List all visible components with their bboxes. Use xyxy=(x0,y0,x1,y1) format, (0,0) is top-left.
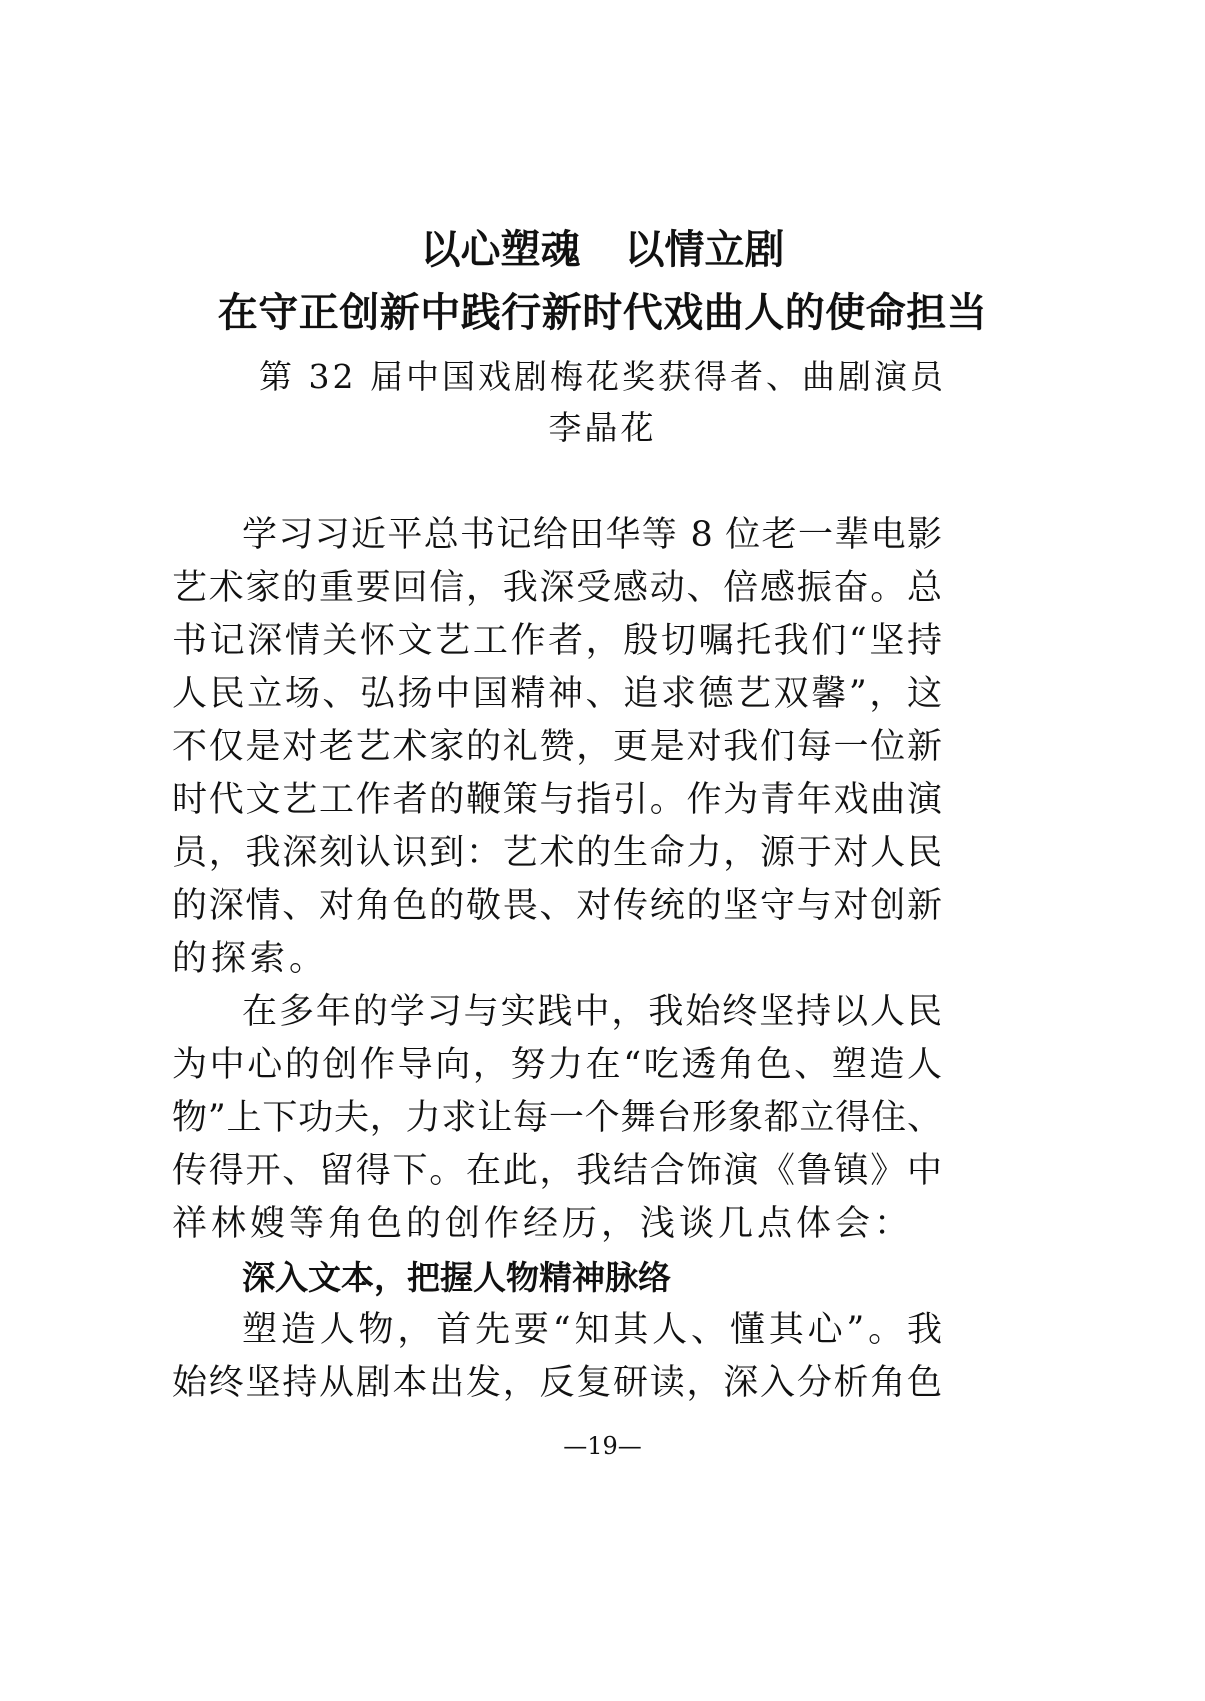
body-line: 员，我深刻认识到：艺术的生命力，源于对人民 xyxy=(172,833,942,873)
body-line: 不仅是对老艺术家的礼赞，更是对我们每一位新 xyxy=(172,727,942,767)
page-number: —19— xyxy=(563,1432,642,1460)
body-line: 人民立场、弘扬中国精神、追求德艺双馨”，这 xyxy=(172,674,942,714)
article-body xyxy=(172,509,942,1410)
author-name: 李晶花 xyxy=(548,408,657,447)
body-line: 的深情、对角色的敬畏、对传统的坚守与对创新 xyxy=(172,886,942,926)
body-line: 时代文艺工作者的鞭策与指引。作为青年戏曲演 xyxy=(172,780,942,820)
body-line: 传得开、留得下。在此，我结合饰演《鲁镇》中 xyxy=(172,1151,942,1191)
body-line: 在多年的学习与实践中，我始终坚持以人民 xyxy=(242,992,942,1032)
body-line: 始终坚持从剧本出发，反复研读，深入分析角色 xyxy=(172,1363,942,1403)
section-heading: 深入文本，把握人物精神脉络 xyxy=(242,1258,671,1297)
title-part-1: 以心塑魂 xyxy=(420,227,581,273)
title-part-2: 以情立剧 xyxy=(624,227,785,273)
body-line: 的探索。 xyxy=(172,939,329,979)
body-line: 为中心的创作导向，努力在“吃透角色、塑造人 xyxy=(172,1045,942,1085)
body-line: 学习习近平总书记给田华等 8 位老一辈电影 xyxy=(242,515,942,555)
body-line: 物”上下功夫，力求让每一个舞台形象都立得住、 xyxy=(172,1098,942,1138)
body-line: 塑造人物，首先要“知其人、懂其心”。我 xyxy=(242,1310,942,1350)
body-line: 祥林嫂等角色的创作经历，浅谈几点体会： xyxy=(172,1204,914,1244)
author-role: 第 32 届中国戏剧梅花奖获得者、曲剧演员 xyxy=(259,357,946,396)
title-line-2: 在守正创新中践行新时代戏曲人的使命担当 xyxy=(217,290,988,336)
body-line: 书记深情关怀文艺工作者，殷切嘱托我们“坚持 xyxy=(172,621,942,661)
title-line-1 xyxy=(0,225,1205,275)
body-line: 艺术家的重要回信，我深受感动、倍感振奋。总 xyxy=(172,568,942,608)
